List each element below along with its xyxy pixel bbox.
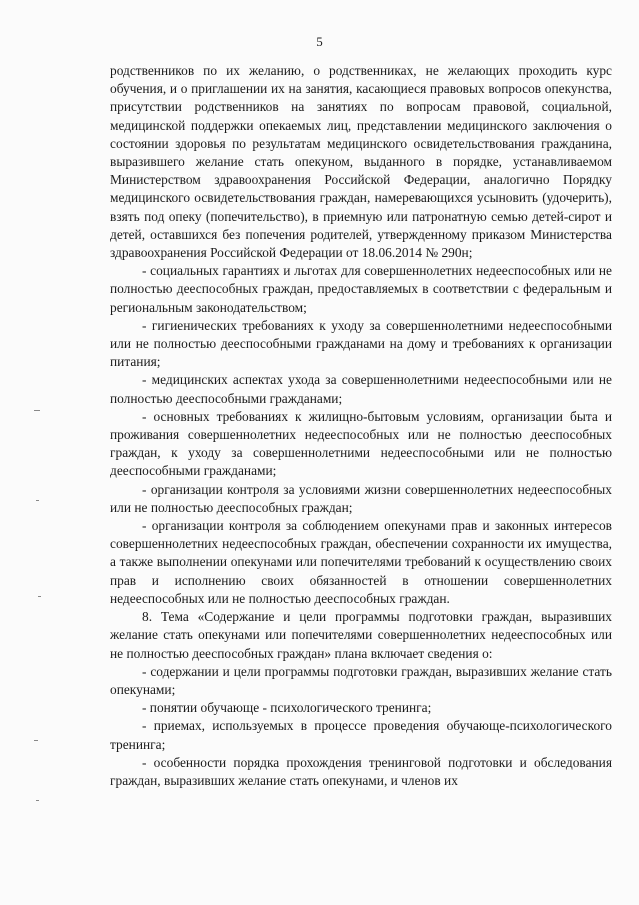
list-item-training-concept: - понятии обучающе - психологического тренинга; — [142, 700, 432, 716]
list-item-hygiene-requirements: - гигиенических требованиях к уходу за совершеннолетними недееспособными или не полностью дееспособными гражданами на дому и требованиях к организации питания; — [110, 317, 612, 370]
list-item-program-content: - содержании и цели программы подготовки граждан, выразивших желание стать опекунами; — [110, 663, 612, 697]
scan-mark — [36, 800, 39, 801]
document-body — [110, 62, 612, 790]
list-item-training-techniques: - приемах, используемых в процессе проведения обучающе-психологического тренинга; — [110, 718, 612, 752]
section-8-intro: 8. Тема «Содержание и цели программы подготовки граждан, выразивших желание стать опекунами или попечителями совершеннолетних недееспособных или не полностью дееспособных граждан» плана включает сведения о: — [110, 609, 612, 661]
scan-mark — [36, 500, 39, 501]
list-item-living-conditions-control: - организации контроля за условиями жизни совершеннолетних недееспособных или не полностью дееспособных граждан; — [110, 481, 612, 515]
page-number: 5 — [316, 34, 323, 49]
list-item-rights-control: - организации контроля за соблюдением опекунами прав и законных интересов совершеннолетних недееспособных граждан, обеспечении сохранности их имущества, а также выполнении опекунами или попечителями требований к осуществлению своих прав и исполнению своих обязанностей в отношении совершеннолетних недееспособных или не полностью дееспособных граждан. — [110, 518, 612, 606]
paragraph-continuation: родственников по их желанию, о родственниках, не желающих проходить курс обучения, и о приглашении их на занятия, касающиеся правовых вопросов опекунства, присутствии родственников на занятиях по вопросам правовой, социальной, медицинской поддержки опекаемых лиц, представлении медицинского заключения о состоянии здоровья по результатам медицинского освидетельствования гражданина, выразившего желание стать опекуном, выданного в порядке, устанавливаемом Министерством здравоохранения Российской Федерации, аналогично Порядку медицинского освидетельствования граждан, намеревающихся усыновить (удочерить), взять под опеку (попечительство), в приемную или патронатную семью детей-сирот и детей, оставшихся без попечения родителей, утвержденному приказом Министерства здравоохранения Российской Федерации от 18.06.2014 № 290н; — [110, 63, 612, 261]
list-item-housing-requirements: - основных требованиях к жилищно-бытовым условиям, организации быта и проживания совершеннолетних недееспособных или не полностью дееспособных граждан, к уходу за совершеннолетними недееспособными или не полностью дееспособными гражданами; — [110, 408, 612, 479]
list-item-social-guarantees: - социальных гарантиях и льготах для совершеннолетних недееспособных или не полностью дееспособных граждан, предоставляемых в соответствии с федеральным и региональным законодательством; — [110, 263, 612, 315]
list-item-training-procedure: - особенности порядка прохождения тренинговой подготовки и обследования граждан, выразивших желание стать опекунами, и членов их — [110, 754, 612, 788]
scan-mark — [38, 596, 41, 597]
scan-mark — [34, 740, 38, 741]
list-item-medical-aspects: - медицинских аспектах ухода за совершеннолетними недееспособными или не полностью дееспособными гражданами; — [110, 372, 612, 406]
scan-mark — [34, 410, 40, 411]
